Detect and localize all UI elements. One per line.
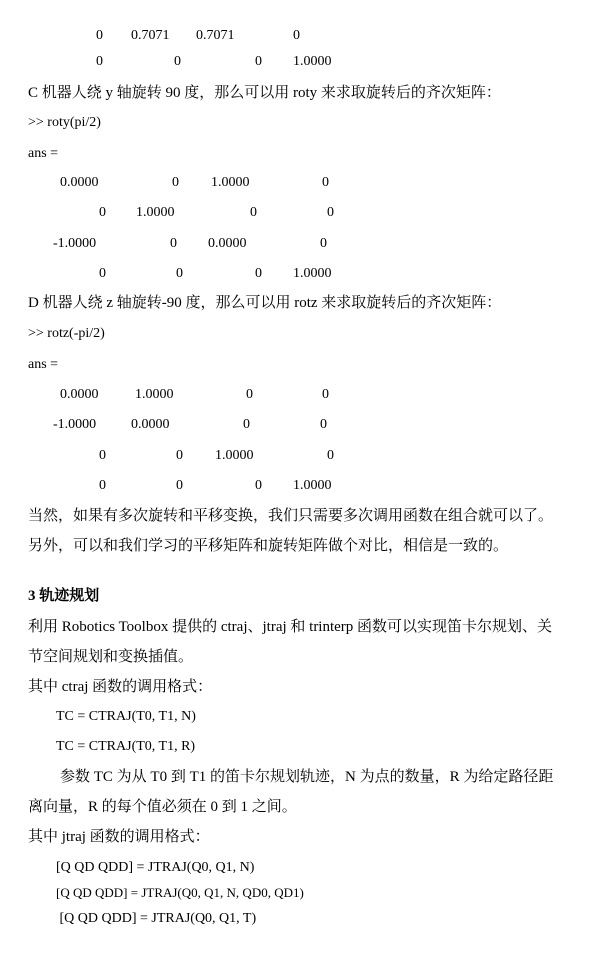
matrix-cell: 0	[250, 205, 257, 220]
matrix-cell: 1.0000	[215, 448, 254, 463]
matrix-cell: 0	[99, 478, 106, 493]
jtraj-format-1: [Q QD QDD] = JTRAJ(Q0, Q1, N)	[56, 860, 255, 875]
matrix-cell: 0.0000	[60, 175, 99, 190]
param-line-1: 参数 TC 为从 T0 到 T1 的笛卡尔规划轨迹，N 为点的数量，R 为给定路径距	[60, 769, 554, 785]
section-d-command: >> rotz(-pi/2)	[28, 326, 105, 341]
matrix-cell: 0	[96, 54, 103, 69]
jtraj-label: 其中 jtraj 函数的调用格式：	[28, 829, 210, 845]
matrix-cell: 0	[176, 478, 183, 493]
matrix-cell: 0	[320, 236, 327, 251]
section-d-intro: D 机器人绕 z 轴旋转-90 度，那么可以用 rotz 来求取旋转后的齐次矩阵：	[28, 295, 502, 311]
matrix-cell: 0	[176, 448, 183, 463]
section-3-heading: 3 轨迹规划	[28, 588, 100, 604]
matrix-cell: 0	[293, 28, 300, 43]
matrix-cell: 0	[255, 54, 262, 69]
matrix-cell: 0	[172, 175, 179, 190]
paragraph-1-line-1: 当然，如果有多次旋转和平移变换，我们只需要多次调用函数在组合就可以了。	[28, 508, 554, 524]
matrix-cell: 0.0000	[208, 236, 247, 251]
matrix-cell: 0.0000	[60, 387, 99, 402]
section-c-intro: C 机器人绕 y 轴旋转 90 度，那么可以用 roty 来求取旋转后的齐次矩阵：	[28, 85, 501, 101]
matrix-cell: -1.0000	[53, 417, 97, 432]
matrix-cell: 0.7071	[196, 28, 235, 43]
matrix-cell: 0	[255, 266, 262, 281]
matrix-cell: 0	[322, 387, 329, 402]
section-3-intro-line-1: 利用 Robotics Toolbox 提供的 ctraj、jtraj 和 trinterp 函数可以实现笛卡尔规划、关	[28, 619, 553, 635]
jtraj-format-2: [Q QD QDD] = JTRAJ(Q0, Q1, N, QD0, QD1)	[56, 885, 304, 900]
section-c-command: >> roty(pi/2)	[28, 115, 101, 130]
matrix-cell: 0	[99, 205, 106, 220]
matrix-cell: 0	[327, 448, 334, 463]
matrix-cell: 0	[243, 417, 250, 432]
matrix-cell: 0	[176, 266, 183, 281]
matrix-cell: 0.0000	[131, 417, 170, 432]
ctraj-format-1: TC = CTRAJ(T0, T1, N)	[56, 709, 196, 724]
matrix-cell: 0	[246, 387, 253, 402]
matrix-cell: 0	[96, 28, 103, 43]
section-c-ans-label: ans =	[28, 146, 59, 161]
matrix-cell: 1.0000	[135, 387, 174, 402]
ctraj-label: 其中 ctraj 函数的调用格式：	[28, 679, 213, 695]
matrix-cell: 0	[99, 448, 106, 463]
matrix-cell: 0	[170, 236, 177, 251]
matrix-cell: 0	[327, 205, 334, 220]
matrix-cell: 1.0000	[293, 266, 332, 281]
matrix-cell: 0	[174, 54, 181, 69]
ctraj-format-2: TC = CTRAJ(T0, T1, R)	[56, 739, 196, 754]
matrix-cell: 0	[99, 266, 106, 281]
jtraj-format-3: [Q QD QDD] = JTRAJ(Q0, Q1, T)	[56, 911, 257, 926]
section-d-ans-label: ans =	[28, 357, 59, 372]
matrix-cell: 0	[322, 175, 329, 190]
matrix-cell: 1.0000	[211, 175, 250, 190]
matrix-cell: 0.7071	[131, 28, 170, 43]
matrix-cell: 0	[320, 417, 327, 432]
matrix-cell: -1.0000	[53, 236, 97, 251]
matrix-cell: 1.0000	[136, 205, 175, 220]
matrix-cell: 1.0000	[293, 478, 332, 493]
matrix-cell: 1.0000	[293, 54, 332, 69]
paragraph-1-line-2: 另外，可以和我们学习的平移矩阵和旋转矩阵做个对比，相信是一致的。	[28, 538, 509, 554]
param-line-2: 离向量，R 的每个值必须在 0 到 1 之间。	[28, 799, 297, 815]
matrix-cell: 0	[255, 478, 262, 493]
section-3-intro-line-2: 节空间规划和变换插值。	[28, 649, 194, 665]
